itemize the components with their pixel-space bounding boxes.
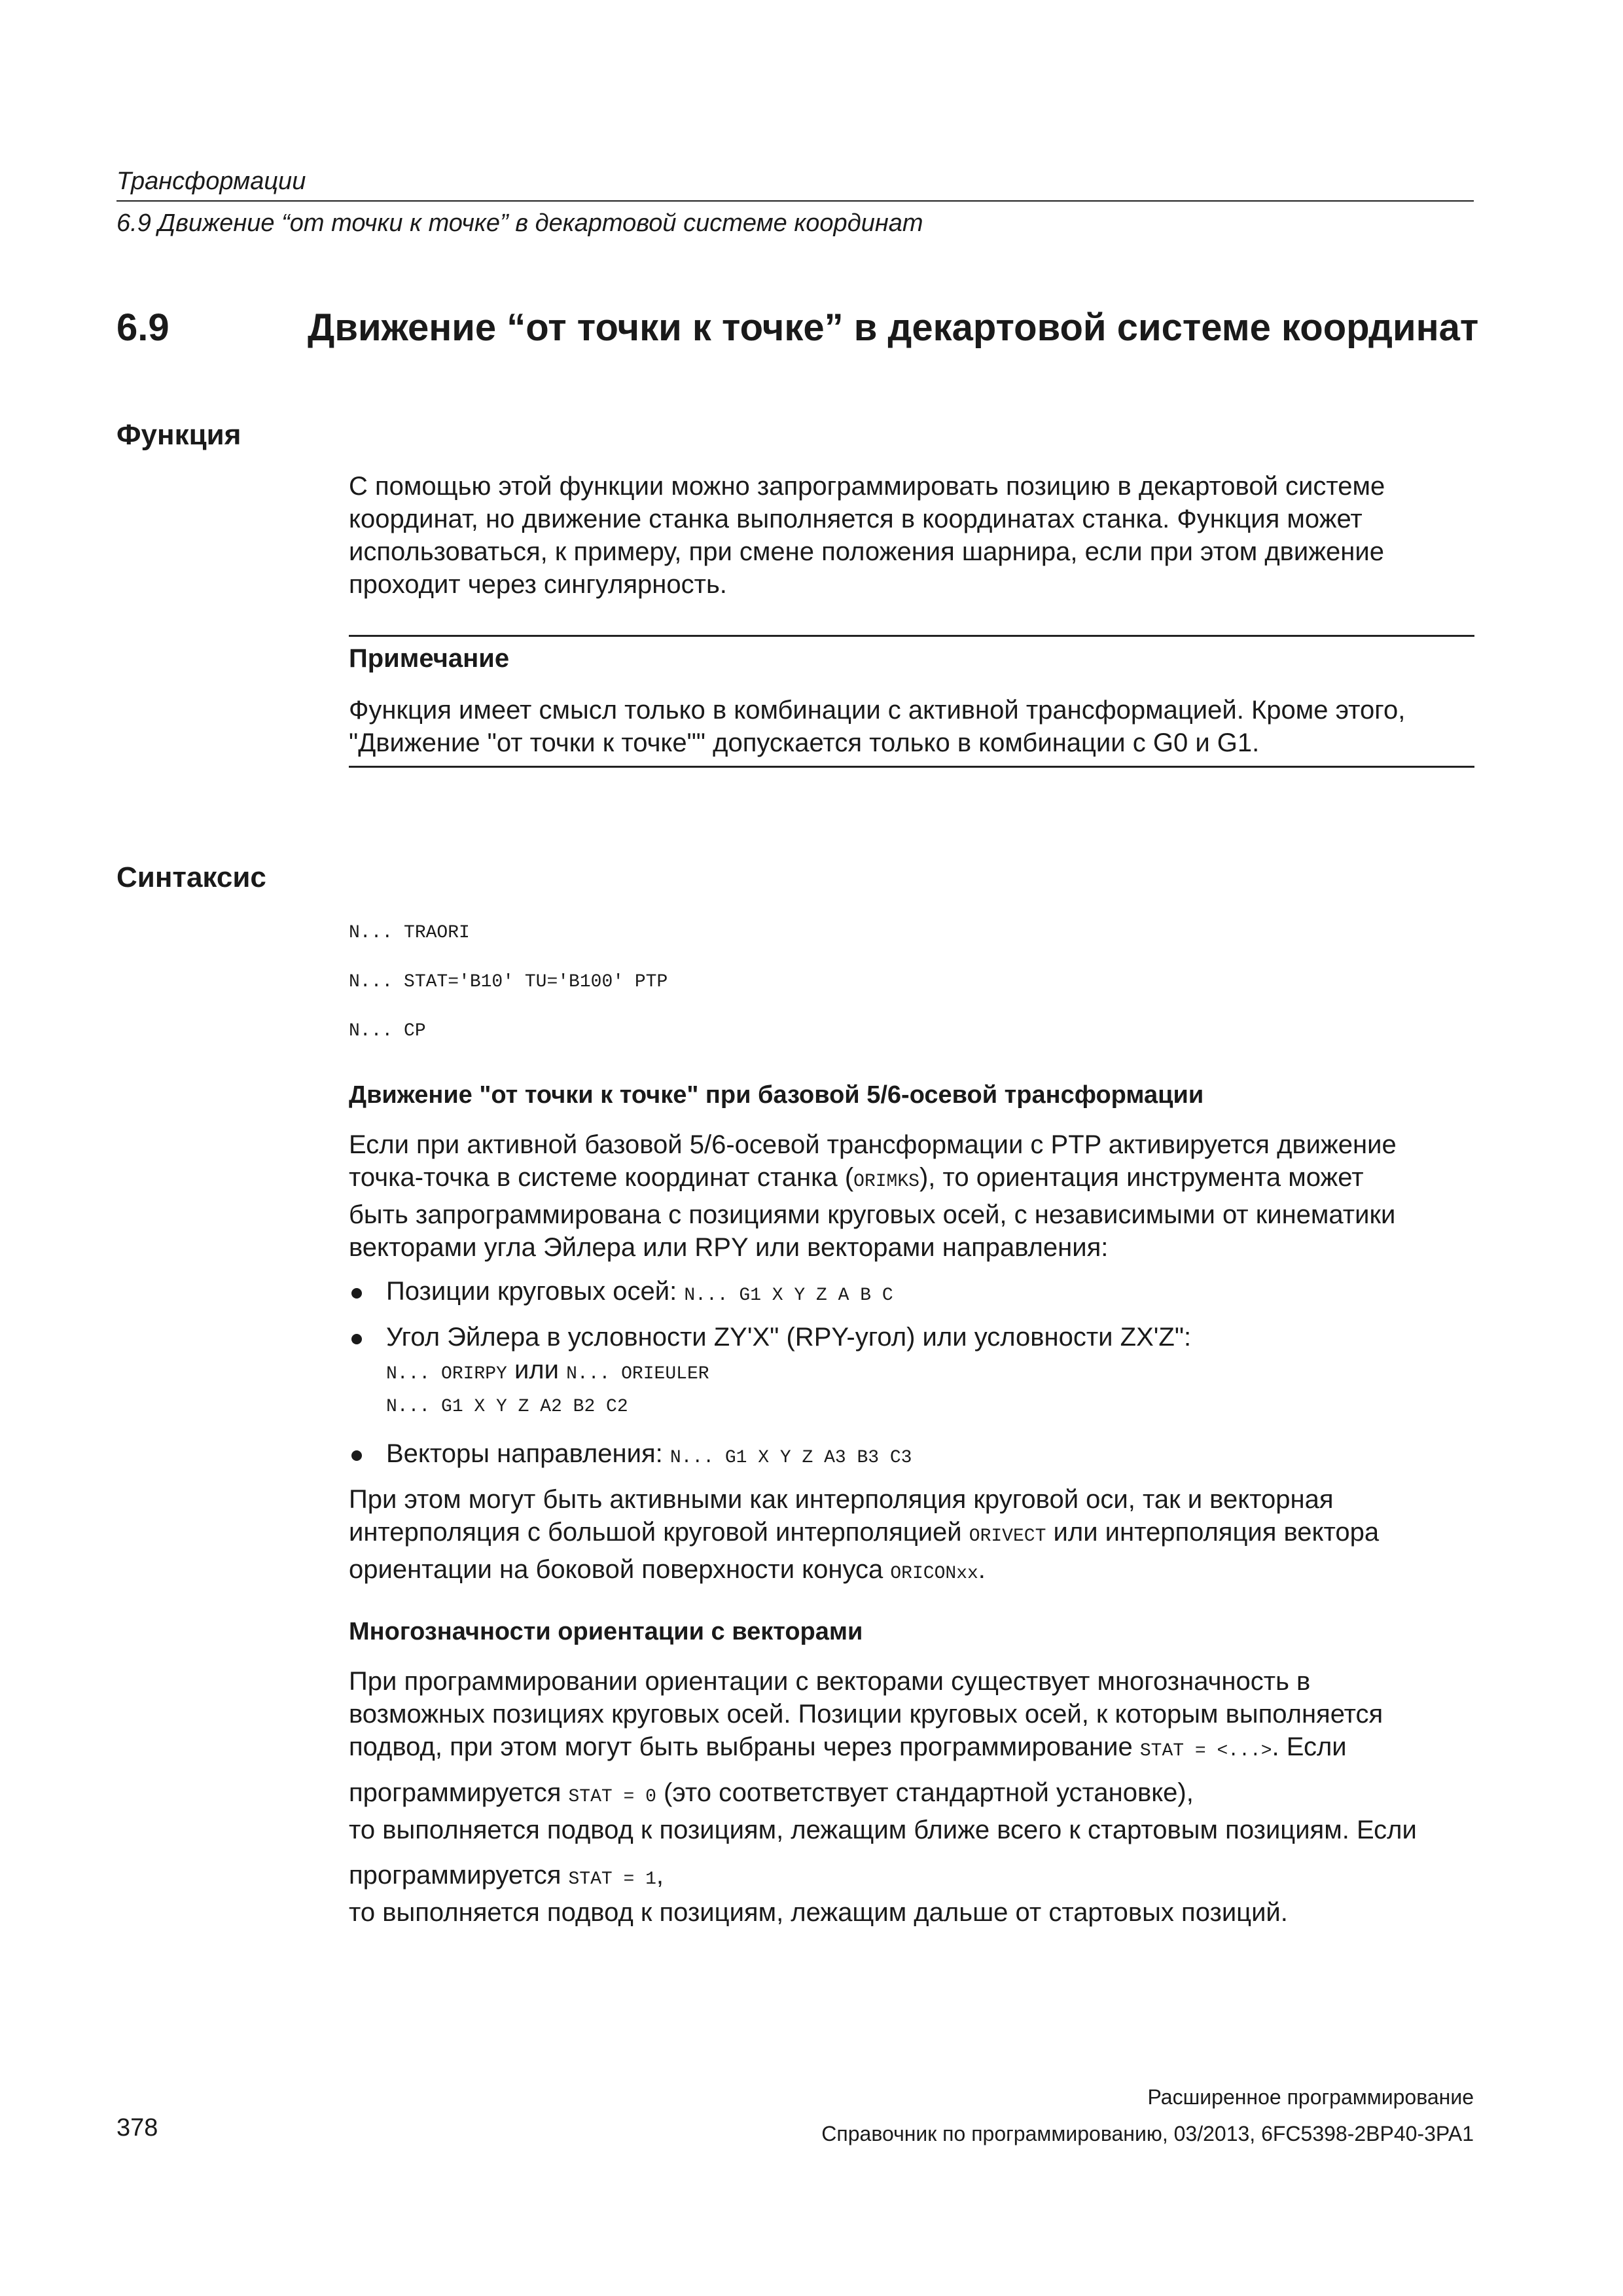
ambig-line: то выполняется подвод к позициям, лежащим дальше от стартовых позиций. [349, 1898, 1288, 1927]
bullet-item-code: N... G1 X Y Z A2 B2 C2 [386, 1397, 628, 1417]
ptp-line: векторами угла Эйлера или RPY или векторами направления: [349, 1233, 1109, 1262]
function-paragraph [349, 470, 1385, 601]
note-heading: Примечание [349, 644, 510, 673]
ptp-line: быть запрограммирована с позициями круговых осей, с независимыми от кинематики [349, 1200, 1396, 1229]
ambig-heading: Многозначности ориентации с векторами [349, 1618, 863, 1645]
ambig-paragraph [349, 1665, 1383, 1768]
note-line: Функция имеет смысл только в комбинации с активной трансформацией. Кроме этого, [349, 696, 1406, 725]
note-text [349, 694, 1405, 759]
syntax-code-line: N... CP [349, 1021, 426, 1041]
footer-book-title: Расширенное программирование [1147, 2085, 1474, 2109]
function-line: проходит через сингулярность. [349, 570, 727, 599]
ambig-line: программируется STAT = 1, [349, 1861, 664, 1890]
page-number: 378 [116, 2114, 158, 2142]
ambig-line: возможных позициях круговых осей. Позиции круговых осей, к которым выполняется [349, 1700, 1383, 1729]
ambig-paragraph [349, 1776, 1417, 1846]
bullet-dot-icon [351, 1288, 362, 1299]
interp-paragraph [349, 1483, 1379, 1590]
ptp-line: Если при активной базовой 5/6-осевой трансформации с PTP активируется движение [349, 1130, 1397, 1159]
interp-line: ориентации на боковой поверхности конуса ORICONxx. [349, 1555, 986, 1584]
bullet-item-code: N... ORIRPY или N... ORIEULER [386, 1355, 709, 1384]
header-rule [116, 200, 1474, 202]
ambig-line: программируется STAT = 0 (это соответствует стандартной установке), [349, 1778, 1194, 1807]
ambig-line: то выполняется подвод к позициям, лежащим ближе всего к стартовым позициям. Если [349, 1816, 1417, 1844]
code-orimks: ORIMKS [853, 1172, 919, 1192]
bullet-code: N... G1 X Y Z A3 B3 C3 [669, 1448, 912, 1468]
section-number: 6.9 [116, 306, 169, 349]
bullet-item: Векторы направления: N... G1 X Y Z A3 B3 C3 [386, 1439, 912, 1468]
bullet-dot-icon [351, 1450, 362, 1461]
ptp-line: точка-точка в системе координат станка (ORIMKS), то ориентация инструмента может [349, 1163, 1364, 1192]
interp-line: При этом могут быть активными как интерполяция круговой оси, так и векторная [349, 1485, 1334, 1514]
note-top-rule [349, 635, 1474, 637]
running-header-section: 6.9 Движение “от точки к точке” в декартовой системе координат [116, 209, 923, 237]
ptp-paragraph [349, 1128, 1397, 1264]
ambig-line: При программировании ориентации с векторами существует многозначность в [349, 1667, 1311, 1696]
bullet-item: Позиции круговых осей: N... G1 X Y Z A B C [386, 1277, 893, 1306]
note-bottom-rule [349, 766, 1474, 768]
syntax-code-line: N... TRAORI [349, 923, 470, 943]
function-line: С помощью этой функции можно запрограммировать позицию в декартовой системе [349, 472, 1385, 501]
note-line: "Движение "от точки к точке"" допускается только в комбинации с G0 и G1. [349, 728, 1260, 757]
bullet-dot-icon [351, 1334, 362, 1344]
function-line: использоваться, к примеру, при смене положения шарнира, если при этом движение [349, 537, 1384, 566]
section-title: Движение “от точки к точке” в декартовой системе координат [308, 306, 1479, 349]
bullet-code: N... G1 X Y Z A B C [684, 1285, 893, 1306]
running-header-chapter: Трансформации [116, 168, 306, 195]
ptp-heading: Движение "от точки к точке" при базовой 5/6-осевой трансформации [349, 1081, 1204, 1109]
syntax-code-line: N... STAT='B10' TU='B100' PTP [349, 972, 668, 992]
ambig-paragraph [349, 1859, 1288, 1929]
bullet-item: Угол Эйлера в условности ZY'X" (RPY-угол) или условности ZX'Z": [386, 1323, 1192, 1352]
function-heading: Функция [116, 419, 241, 451]
syntax-heading: Синтаксис [116, 861, 266, 893]
function-line: координат, но движение станка выполняется в координатах станка. Функция может [349, 505, 1363, 533]
ambig-line: подвод, при этом могут быть выбраны через программирование STAT = <...>. Если [349, 1732, 1347, 1761]
footer-reference: Справочник по программированию, 03/2013, 6FC5398-2BP40-3PA1 [821, 2122, 1474, 2145]
interp-line: интерполяция с большой круговой интерполяцией ORIVECT или интерполяция вектора [349, 1518, 1380, 1547]
